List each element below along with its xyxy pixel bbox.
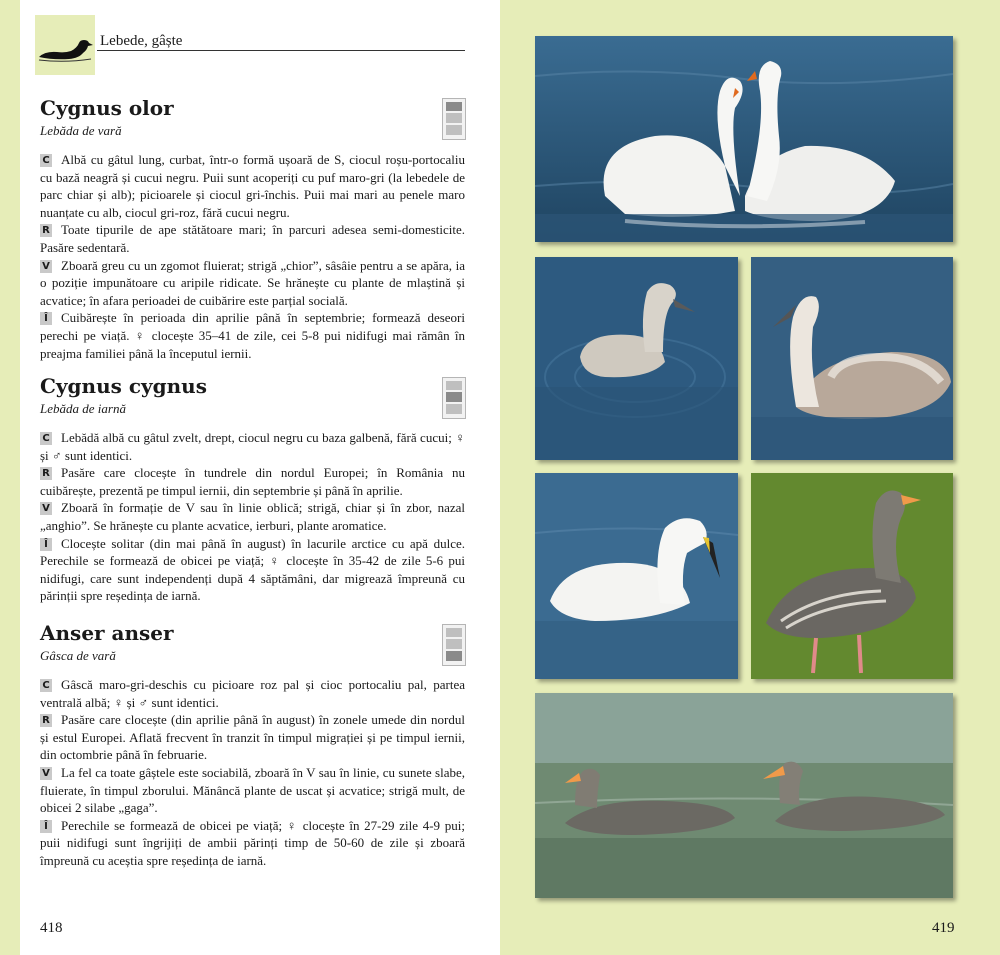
habitat-paragraph (40, 221, 465, 256)
breeding-paragraph (40, 309, 465, 362)
breeding-paragraph (40, 535, 465, 605)
photo-cygnet-grey (535, 257, 738, 460)
behaviour-paragraph (40, 499, 465, 534)
category-badge: Î (40, 312, 52, 325)
description-paragraph (40, 429, 465, 464)
breeding-paragraph (40, 817, 465, 870)
species-common-name: Lebăda de iarnă (40, 401, 126, 416)
photo-greylag-geese-swimming (535, 693, 953, 898)
category-badge: C (40, 679, 52, 692)
habitat-paragraph (40, 464, 465, 499)
paragraph-text: Zboară în formație de V sau în linie oblică; strigă, chiar și în zbor, nazal „anghio”. Se hrănește cu plante acvatice, ierburi, plante aromatice. (40, 500, 465, 533)
species-common-name: Lebăda de vară (40, 123, 122, 138)
category-badge: C (40, 154, 52, 167)
category-badge: V (40, 767, 52, 780)
paragraph-text: Albă cu gâtul lung, curbat, într-o formă ușoară de S, ciocul roșu-portocaliu cu bază neagră și cucui negru. Puii sunt acoperiți cu puf maro-gri (la lebedele de parc chiar și alb); picioarele și ciocul gri-închis. Puii mai mari au penele maro nuanțate cu alb, ciocul gri-roz, fără cucui negru. (40, 152, 465, 220)
photo-greylag-goose-standing (751, 473, 953, 679)
paragraph-text: Lebădă albă cu gâtul zvelt, drept, ciocul negru cu baza galbenă, fără cucui; ♀ și ♂ sunt identici. (40, 430, 465, 463)
photo-layout-thumbnail-icon (442, 98, 466, 140)
paragraph-text: Clocește solitar (din mai până în august) în lacurile arctice cu apă dulce. Perechile se formează de obicei pe viață; ♀ clocește în 35-42 de zile 5-6 pui nidifugi, care sunt independenți după 4 săptămâni, dar migrează împreună cu părinții spre reședința de iarnă. (40, 535, 465, 604)
page-number-left: 418 (40, 920, 63, 936)
category-badge: Î (40, 820, 52, 833)
habitat-paragraph (40, 711, 465, 764)
category-badge: V (40, 260, 52, 273)
description-paragraph (40, 676, 465, 711)
behaviour-paragraph (40, 764, 465, 817)
paragraph-text: Zboară greu cu un zgomot fluierat; strigă „chior”, sâsâie pentru a se apăra, ia o poziție impunătoare cu aripile ridicate. Se hrănește cu plante de mlaștină și acvatice; în afara perioadei de cuibărire este parțial socială. (40, 257, 465, 308)
section-title: Lebede, gâște (100, 33, 183, 49)
photo-mute-swans-courtship (535, 36, 953, 242)
behaviour-paragraph (40, 257, 465, 310)
paragraph-text: Pasăre care clocește în tundrele din nordul Europei; în România nu cuibărește, prezentă pe timpul iernii, din septembrie și până în aprilie. (40, 465, 465, 498)
left-margin-strip (0, 0, 20, 955)
category-badge: R (40, 714, 52, 727)
paragraph-text: Toate tipurile de ape stătătoare mari; în parcuri adesea semi-domesticite. Pasăre sedentară. (40, 222, 465, 255)
species-common-name: Gâsca de vară (40, 648, 116, 663)
species-name: Anser anser (40, 621, 174, 645)
photo-juvenile-mute-swan (751, 257, 953, 460)
species-name: Cygnus olor (40, 96, 174, 120)
photo-layout-thumbnail-icon (442, 377, 466, 419)
species-name: Cygnus cygnus (40, 374, 207, 398)
species-entry-anser-anser (40, 620, 465, 870)
page-number-right: 419 (932, 920, 955, 936)
species-entry-cygnus-cygnus (40, 373, 465, 605)
photo-layout-thumbnail-icon (442, 624, 466, 666)
category-badge: R (40, 467, 52, 480)
category-badge: C (40, 432, 52, 445)
header-rule (97, 50, 465, 51)
paragraph-text: Cuibărește în perioada din aprilie până în septembrie; formează deseori perechi pe viață. ♀ clocește 35–41 de zile, cei 5-8 pui nidifugi mai rămân în preajma familiei până la începutul iernii. (40, 310, 465, 361)
category-badge: R (40, 224, 52, 237)
species-entry-cygnus-olor (40, 95, 465, 362)
description-paragraph (40, 151, 465, 221)
photo-whooper-swan (535, 473, 738, 679)
paragraph-text: Perechile se formează de obicei pe viață; ♀ clocește în 27-29 zile 4-9 pui; puii nidifugi sunt îngrijiți de ambii părinți timp de 50-60 de zile și zboară împreună cu aceștia spre reședința de iarnă. (40, 817, 465, 868)
duck-silhouette-icon (35, 15, 95, 75)
paragraph-text: La fel ca toate gâștele este sociabilă, zboară în V sau în linie, cu sunete slabe, fluierate, în timpul zborului. Mănâncă plante de uscat și acvatice; strigă mult, de obicei 2 silabe „gaga”. (40, 764, 465, 816)
category-badge: Î (40, 538, 52, 551)
paragraph-text: Gâscă maro-gri-deschis cu picioare roz pal și cioc portocaliu pal, partea ventrală albă; ♀ și ♂ sunt identici. (40, 677, 465, 710)
category-badge: V (40, 502, 52, 515)
paragraph-text: Pasăre care clocește (din aprilie până în august) în zonele umede din nordul și estul Europei. Aflată frecvent în tranzit în timpul migrației și pe timpul iernii, din octombrie până în februarie. (40, 712, 465, 763)
